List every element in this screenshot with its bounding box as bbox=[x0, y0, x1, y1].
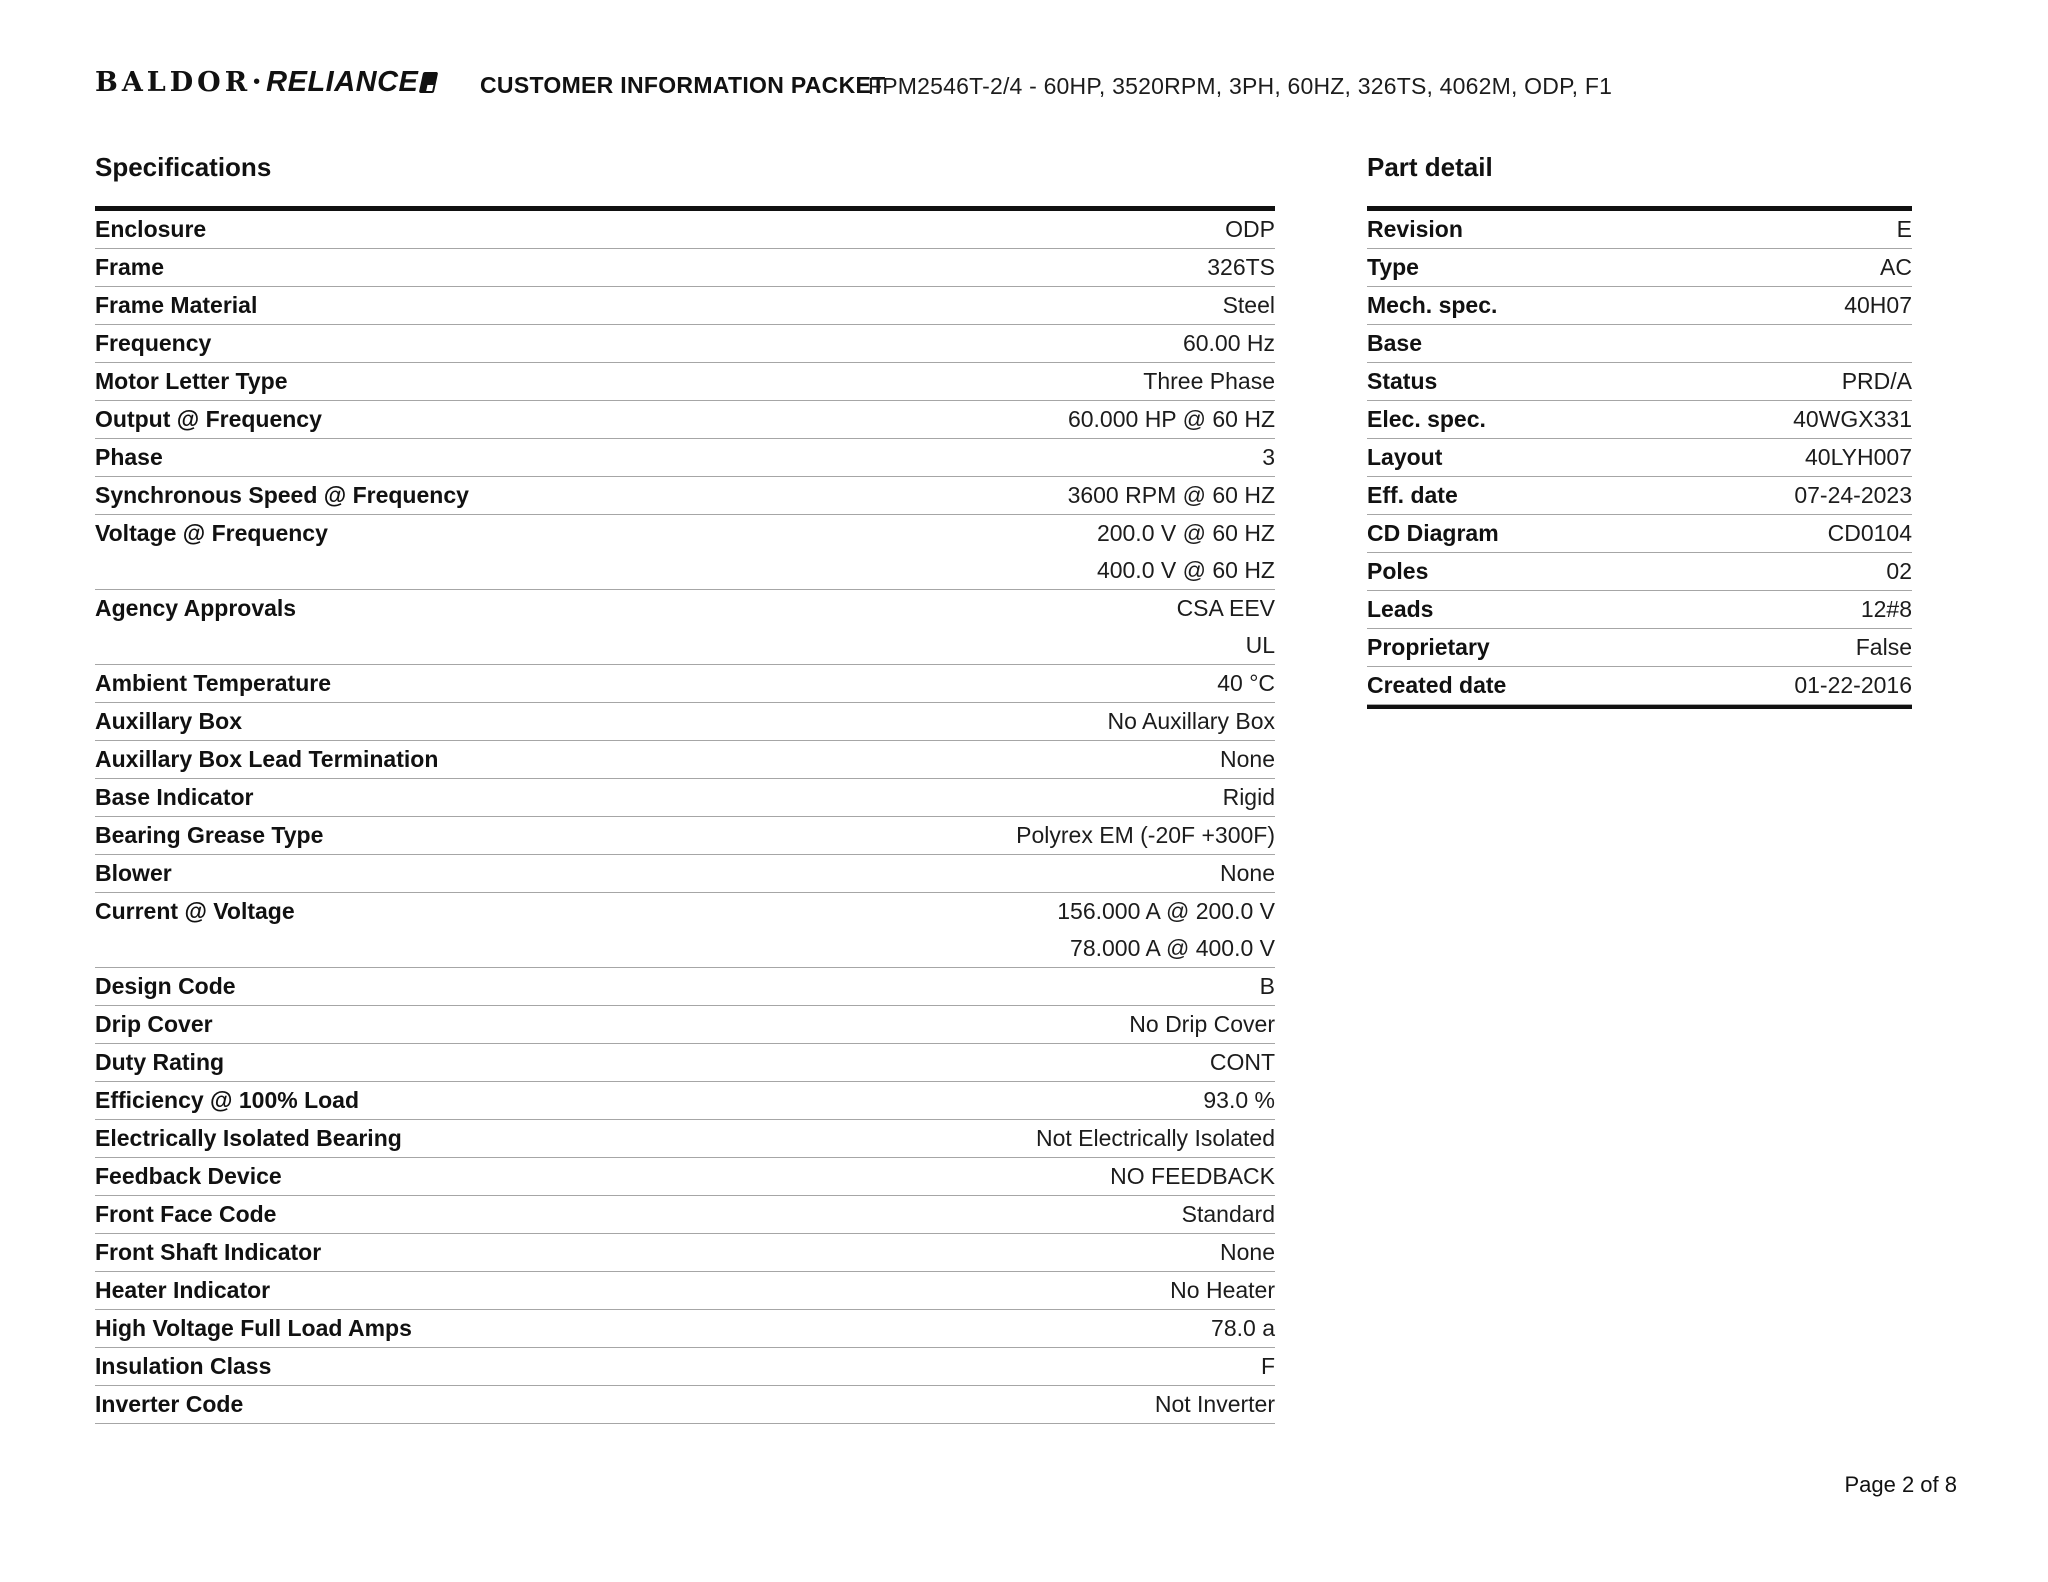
row-label: Proprietary bbox=[1367, 634, 1490, 660]
row-label: Motor Letter Type bbox=[95, 368, 288, 394]
table-row bbox=[95, 1272, 1275, 1310]
row-label: Drip Cover bbox=[95, 1011, 213, 1037]
table-row bbox=[95, 1006, 1275, 1044]
row-value bbox=[254, 779, 1276, 816]
row-label: Layout bbox=[1367, 444, 1443, 470]
table-row bbox=[95, 325, 1275, 363]
row-value-line: No Heater bbox=[1170, 1277, 1275, 1303]
table-row bbox=[95, 363, 1275, 401]
document-title: CUSTOMER INFORMATION PACKET bbox=[480, 72, 886, 98]
row-value bbox=[282, 1158, 1275, 1195]
row-value bbox=[322, 401, 1275, 438]
row-label: Agency Approvals bbox=[95, 595, 297, 621]
row-label: CD Diagram bbox=[1367, 520, 1499, 546]
row-value bbox=[359, 1082, 1275, 1119]
table-row bbox=[95, 855, 1275, 893]
row-label: Frame bbox=[95, 254, 165, 280]
part-detail-section bbox=[1367, 152, 1912, 709]
row-label: Synchronous Speed @ Frequency bbox=[95, 482, 469, 508]
row-value bbox=[328, 515, 1275, 589]
row-value bbox=[206, 211, 1275, 248]
table-row bbox=[95, 1044, 1275, 1082]
row-value bbox=[1458, 477, 1912, 514]
row-label: Phase bbox=[95, 444, 163, 470]
row-value bbox=[1419, 249, 1912, 286]
row-label: Inverter Code bbox=[95, 1391, 244, 1417]
table-row bbox=[1367, 249, 1912, 287]
row-value-line: CONT bbox=[1209, 1049, 1275, 1075]
table-row bbox=[1367, 401, 1912, 439]
row-label: Feedback Device bbox=[95, 1163, 282, 1189]
row-value-line: AC bbox=[1880, 254, 1912, 280]
row-value-line: 40H07 bbox=[1844, 292, 1912, 318]
row-value bbox=[1422, 325, 1912, 362]
row-label: Voltage @ Frequency bbox=[95, 520, 328, 546]
row-value bbox=[1497, 287, 1912, 324]
table-row bbox=[95, 1082, 1275, 1120]
row-value bbox=[1499, 515, 1912, 552]
trademark-icon bbox=[419, 72, 438, 93]
part-detail-heading: Part detail bbox=[1367, 152, 1493, 182]
row-value-line: CSA EEV bbox=[1176, 595, 1275, 621]
row-value-line: 40LYH007 bbox=[1805, 444, 1912, 470]
row-value bbox=[321, 1234, 1275, 1271]
row-value bbox=[402, 1120, 1275, 1157]
row-value-line: CD0104 bbox=[1827, 520, 1912, 546]
table-row bbox=[1367, 363, 1912, 401]
table-row bbox=[95, 1196, 1275, 1234]
row-value-line: None bbox=[1220, 1239, 1275, 1265]
row-value bbox=[331, 665, 1275, 702]
row-value-line: Three Phase bbox=[1143, 368, 1275, 394]
row-value bbox=[295, 893, 1275, 967]
row-value bbox=[271, 1348, 1275, 1385]
row-value bbox=[1428, 553, 1912, 590]
row-label: Efficiency @ 100% Load bbox=[95, 1087, 360, 1113]
row-value-line: 156.000 A @ 200.0 V bbox=[1057, 898, 1275, 924]
row-value-line: 02 bbox=[1886, 558, 1912, 584]
row-value-line: 60.000 HP @ 60 HZ bbox=[1067, 406, 1275, 432]
table-row bbox=[95, 968, 1275, 1006]
table-row bbox=[95, 703, 1275, 741]
row-value-line: 78.0 a bbox=[1211, 1315, 1275, 1341]
row-value-line: NO FEEDBACK bbox=[1110, 1163, 1275, 1189]
table-row bbox=[95, 817, 1275, 855]
table-row bbox=[95, 1310, 1275, 1348]
row-value-line: None bbox=[1220, 746, 1275, 772]
specifications-section bbox=[95, 152, 1275, 1424]
row-value-line: Not Inverter bbox=[1154, 1391, 1275, 1417]
row-value bbox=[412, 1310, 1275, 1347]
row-value-line: UL bbox=[1245, 632, 1275, 658]
row-value-line: 3600 RPM @ 60 HZ bbox=[1067, 482, 1275, 508]
row-label: Base Indicator bbox=[95, 784, 254, 810]
row-value-line: 326TS bbox=[1207, 254, 1275, 280]
table-row bbox=[95, 477, 1275, 515]
row-value bbox=[242, 703, 1275, 740]
row-value bbox=[288, 363, 1275, 400]
row-label: Enclosure bbox=[95, 216, 207, 242]
row-label: Front Shaft Indicator bbox=[95, 1239, 322, 1265]
row-label: Blower bbox=[95, 860, 172, 886]
row-value bbox=[211, 325, 1275, 362]
row-value bbox=[296, 590, 1275, 664]
table-row bbox=[95, 1234, 1275, 1272]
row-value-line: F bbox=[1260, 1353, 1275, 1379]
baldor-reliance-logo bbox=[95, 66, 436, 99]
row-label: Ambient Temperature bbox=[95, 670, 332, 696]
row-value bbox=[323, 817, 1275, 854]
row-label: Leads bbox=[1367, 596, 1434, 622]
row-label: Electrically Isolated Bearing bbox=[95, 1125, 402, 1151]
row-value-line: Rigid bbox=[1222, 784, 1275, 810]
table-row bbox=[95, 401, 1275, 439]
table-row bbox=[95, 515, 1275, 590]
table-row bbox=[95, 211, 1275, 249]
row-label: Elec. spec. bbox=[1367, 406, 1486, 432]
row-value bbox=[243, 1386, 1275, 1423]
row-value-line: 60.00 Hz bbox=[1182, 330, 1275, 356]
row-value-line: None bbox=[1220, 860, 1275, 886]
row-value bbox=[1486, 401, 1912, 438]
table-row bbox=[95, 1386, 1275, 1424]
table-row bbox=[1367, 591, 1912, 629]
table-row bbox=[1367, 287, 1912, 325]
row-value-line: 40WGX331 bbox=[1793, 406, 1912, 432]
row-value bbox=[257, 287, 1275, 324]
logo-dot: • bbox=[253, 71, 261, 93]
row-value-line: 78.000 A @ 400.0 V bbox=[1070, 935, 1275, 961]
specifications-heading: Specifications bbox=[95, 152, 272, 182]
row-value-line: 200.0 V @ 60 HZ bbox=[1096, 520, 1275, 546]
table-row bbox=[1367, 439, 1912, 477]
row-label: Frame Material bbox=[95, 292, 258, 318]
logo-reliance-text: RELIANCE bbox=[266, 66, 419, 98]
table-row bbox=[95, 249, 1275, 287]
row-value-line: 93.0 % bbox=[1203, 1087, 1275, 1113]
row-value bbox=[163, 439, 1275, 476]
row-label: Frequency bbox=[95, 330, 212, 356]
row-value-line: Not Electrically Isolated bbox=[1035, 1125, 1275, 1151]
row-value bbox=[236, 968, 1275, 1005]
row-label: Poles bbox=[1367, 558, 1429, 584]
part-detail-table bbox=[1367, 206, 1912, 709]
table-row bbox=[95, 779, 1275, 817]
row-value-line: False bbox=[1855, 634, 1912, 660]
row-value bbox=[276, 1196, 1275, 1233]
row-label: Auxillary Box bbox=[95, 708, 242, 734]
row-value-line: Standard bbox=[1181, 1201, 1275, 1227]
row-value bbox=[172, 855, 1275, 892]
row-label: Output @ Frequency bbox=[95, 406, 322, 432]
row-label: Eff. date bbox=[1367, 482, 1458, 508]
table-row bbox=[1367, 629, 1912, 667]
row-value-line: 3 bbox=[1262, 444, 1275, 470]
table-row bbox=[1367, 211, 1912, 249]
row-label: Insulation Class bbox=[95, 1353, 272, 1379]
row-label: Bearing Grease Type bbox=[95, 822, 324, 848]
row-label: Mech. spec. bbox=[1367, 292, 1498, 318]
row-value-line: Steel bbox=[1222, 292, 1275, 318]
row-value bbox=[1437, 363, 1912, 400]
row-label: Front Face Code bbox=[95, 1201, 277, 1227]
row-label: Auxillary Box Lead Termination bbox=[95, 746, 439, 772]
row-value bbox=[224, 1044, 1275, 1081]
table-row bbox=[95, 1158, 1275, 1196]
row-label: Heater Indicator bbox=[95, 1277, 271, 1303]
table-row bbox=[95, 893, 1275, 968]
table-row bbox=[1367, 477, 1912, 515]
table-row bbox=[95, 665, 1275, 703]
row-label: Current @ Voltage bbox=[95, 898, 295, 924]
row-label: Duty Rating bbox=[95, 1049, 225, 1075]
specifications-table bbox=[95, 206, 1275, 1424]
row-value-line: 40 °C bbox=[1217, 670, 1275, 696]
row-value bbox=[438, 741, 1275, 778]
row-value-line: E bbox=[1896, 216, 1912, 242]
row-value bbox=[164, 249, 1275, 286]
row-value-line: 12#8 bbox=[1860, 596, 1912, 622]
table-row bbox=[95, 590, 1275, 665]
row-label: High Voltage Full Load Amps bbox=[95, 1315, 412, 1341]
row-label: Type bbox=[1367, 254, 1419, 280]
row-value bbox=[1490, 629, 1912, 666]
table-row bbox=[1367, 553, 1912, 591]
row-value-line: No Auxillary Box bbox=[1107, 708, 1275, 734]
row-label: Base bbox=[1367, 330, 1422, 356]
table-row bbox=[1367, 667, 1912, 705]
row-value-line: PRD/A bbox=[1841, 368, 1912, 394]
page-number: Page 2 of 8 bbox=[1844, 1472, 1957, 1497]
row-value-line: No Drip Cover bbox=[1129, 1011, 1275, 1037]
row-value-line: 01-22-2016 bbox=[1794, 672, 1912, 698]
table-row bbox=[95, 741, 1275, 779]
product-subtitle: FPM2546T-2/4 - 60HP, 3520RPM, 3PH, 60HZ, 326TS, 4062M, ODP, F1 bbox=[868, 73, 1613, 99]
row-label: Status bbox=[1367, 368, 1438, 394]
row-value bbox=[1442, 439, 1912, 476]
row-value-line: B bbox=[1259, 973, 1275, 999]
table-row bbox=[95, 1348, 1275, 1386]
row-value-line: ODP bbox=[1225, 216, 1275, 242]
row-label: Created date bbox=[1367, 672, 1507, 698]
row-value bbox=[213, 1006, 1275, 1043]
table-row bbox=[1367, 515, 1912, 553]
row-value bbox=[1506, 667, 1912, 704]
row-label: Revision bbox=[1367, 216, 1463, 242]
row-label: Design Code bbox=[95, 973, 236, 999]
row-value bbox=[1463, 211, 1912, 248]
row-value bbox=[1433, 591, 1912, 628]
table-row bbox=[95, 287, 1275, 325]
row-value-line: 400.0 V @ 60 HZ bbox=[1096, 557, 1275, 583]
table-row bbox=[95, 1120, 1275, 1158]
table-row bbox=[95, 439, 1275, 477]
row-value-line: 07-24-2023 bbox=[1794, 482, 1912, 508]
logo-baldor-text: BALDOR bbox=[95, 67, 252, 98]
row-value bbox=[469, 477, 1275, 514]
table-row bbox=[1367, 325, 1912, 363]
row-value bbox=[270, 1272, 1275, 1309]
row-value-line: Polyrex EM (-20F +300F) bbox=[1016, 822, 1275, 848]
